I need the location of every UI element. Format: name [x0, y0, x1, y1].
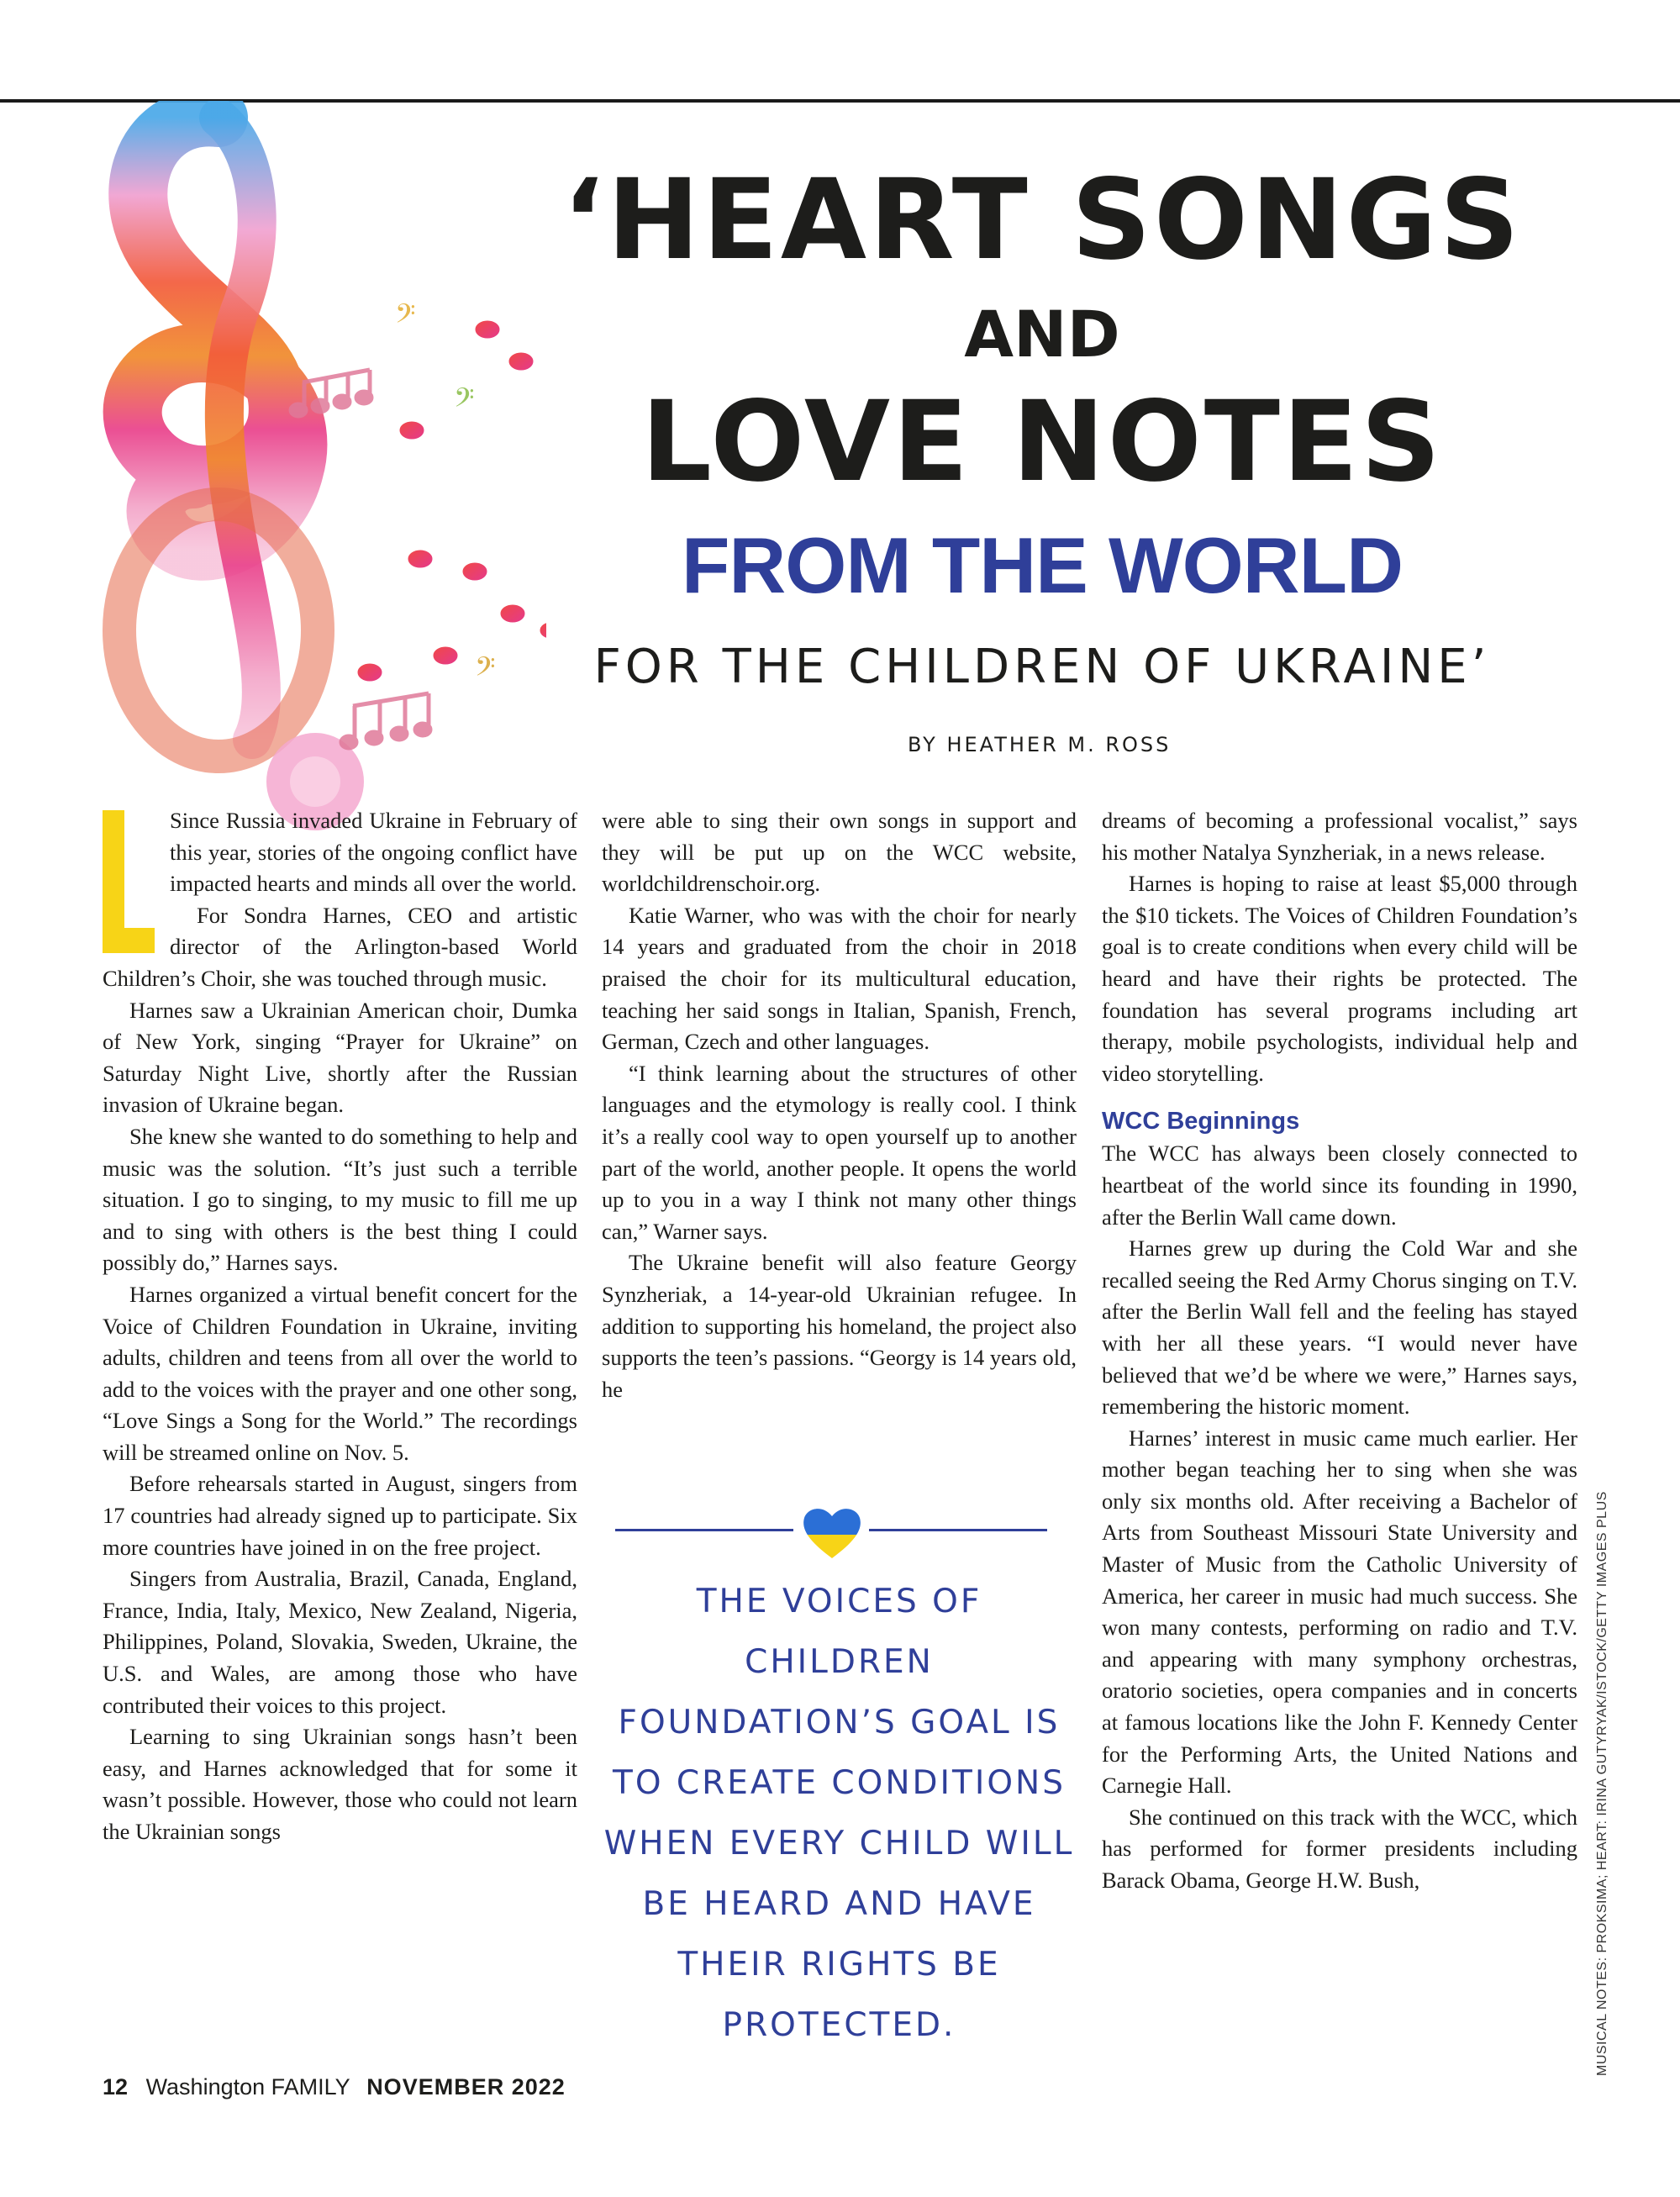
paragraph: were able to sing their own songs in support and they will be put up on the WCC website, worldchildrenschoir.org. [602, 808, 1077, 897]
paragraph: Harnes grew up during the Cold War and she recalled seeing the Red Army Chorus singing on T.V. after the Berlin Wall fell and the feeling has stayed with her all these years. “I would never have believed that we’d be where we were,” Harnes says, remembering the historic moment. [1102, 1235, 1577, 1420]
headline-line-1: ‘HEART SONGS [562, 155, 1522, 285]
paragraph: The WCC has always been closely connected to heartbeat of the world since its founding in 1990, after the Berlin Wall came down. [1102, 1141, 1577, 1230]
pull-quote-rule-left [615, 1529, 793, 1531]
paragraph: Harnes is hoping to raise at least $5,000 through the $10 tickets. The Voices of Children Foundation’s goal is to create conditions when every child will be heard and have their rights be protected. The foundation has several programs including art therapy, mobile psychologists, individual help and video storytelling. [1102, 871, 1577, 1086]
svg-text:𝄢: 𝄢 [475, 651, 496, 688]
headline-line-2: AND [964, 297, 1120, 371]
paragraph: dreams of becoming a professional vocalist,” says his mother Natalya Synzheriak, in a news release. [1102, 808, 1577, 865]
headline-line-4: FROM THE WORLD [682, 521, 1403, 609]
headline-line-3: LOVE NOTES [640, 377, 1444, 507]
headline-subtitle: FOR THE CHILDREN OF UKRAINE’ [593, 640, 1491, 694]
page-footer [103, 2074, 566, 2100]
paragraph: The Ukraine benefit will also feature Georgy Synzheriak, a 14-year-old Ukrainian refugee. In addition to supporting his homeland, the project also supports the teen’s passions. “Georgy is 14 years old, he [602, 1250, 1077, 1402]
heart-icon [801, 1504, 863, 1560]
pull-quote-rule-right [869, 1529, 1047, 1531]
paragraph: She knew she wanted to do something to help and music was the solution. “It’s just such a terrible situation. I go to singing, to my music to fill me up and to sing with others is the best thing I could possibly do,” Harnes says. [103, 1123, 577, 1276]
paragraph: Harnes’ interest in music came much earlier. Her mother began teaching her to sing when she was only six months old. After receiving a Bachelor of Arts from Southeast Missouri State University and Master of Music from the Catholic University of America, her career in music had much success. She won many contests, performing on radio and T.V. and appearing with many symphony orchestras, oratorio societies, opera companies and in concerts at famous locations like the John F. Kennedy Center for the Performing Arts, the United Nations and Carnegie Hall. [1102, 1425, 1577, 1799]
paragraph: Harnes saw a Ukrainian American choir, Dumka of New York, singing “Prayer for Ukraine” on Saturday Night Live, shortly after the Russian invasion of Ukraine began. [103, 997, 577, 1118]
photo-credit: MUSICAL NOTES: PROKSIMA; HEART: IRINA GUTYRYAK/ISTOCK/GETTY IMAGES PLUS [1595, 1491, 1609, 2076]
paragraph: Since Russia invaded Ukraine in February of this year, stories of the ongoing conflict have impacted hearts and minds all over the world. [170, 808, 577, 897]
svg-text:𝄢: 𝄢 [395, 298, 416, 335]
issue-date: NOVEMBER 2022 [366, 2074, 566, 2100]
svg-text:𝄢: 𝄢 [454, 382, 475, 419]
article-column-1 [103, 805, 577, 2032]
paragraph: Before rehearsals started in August, singers from 17 countries had already signed up to participate. Six more countries have joined in on the free project. [103, 1471, 577, 1560]
paragraph: For Sondra Harnes, CEO and artistic director of the Arlington-based World Children’s Choir, she was touched through music. [103, 902, 577, 991]
pull-quote: THE VOICES OF CHILDREN FOUNDATION’S GOAL IS TO CREATE CONDITIONS WHEN EVERY CHILD WILL BE HEARD AND HAVE THEIR RIGHTS BE PROTECTED. [603, 1583, 1075, 2044]
article-column-2 [602, 805, 1077, 1461]
drop-cap [103, 810, 155, 953]
paragraph: She continued on this track with the WCC, which has performed for former presidents including Barack Obama, George H.W. Bush, [1102, 1804, 1577, 1893]
paragraph: Harnes organized a virtual benefit concert for the Voice of Children Foundation in Ukraine, inviting adults, children and teens from all over the world to add to the voices with the prayer and one other song, “Love Sings a Song for the World.” The recordings will be streamed online on Nov. 5. [103, 1281, 577, 1465]
paragraph: “I think learning about the structures of other languages and the etymology is really cool. I think it’s a really cool way to open yourself up to another part of the world, another people. It opens the world up to you in a way I think not many other things can,” Warner says. [602, 1060, 1077, 1244]
paragraph: Learning to sing Ukrainian songs hasn’t been easy, and Harnes acknowledged that for some it wasn’t possible. However, those who could not learn the Ukrainian songs [103, 1724, 577, 1844]
byline: BY HEATHER M. ROSS [908, 733, 1172, 756]
paragraph: Katie Warner, who was with the choir for nearly 14 years and graduated from the choir in 2018 praised the choir for its multicultural education, teaching her said songs in Italian, Spanish, French, German, Czech and other languages. [602, 902, 1077, 1055]
section-subhead: WCC Beginnings [1102, 1108, 1300, 1135]
page-number: 12 [103, 2074, 129, 2100]
magazine-name: Washington FAMILY [145, 2074, 350, 2100]
paragraph: Singers from Australia, Brazil, Canada, England, France, India, Italy, Mexico, New Zealand, Nigeria, Philippines, Poland, Slovakia, Sweden, Ukraine, the U.S. and Wales, are among those who have contributed their voices to this project. [103, 1566, 577, 1718]
article-column-3 [1102, 805, 1577, 2032]
